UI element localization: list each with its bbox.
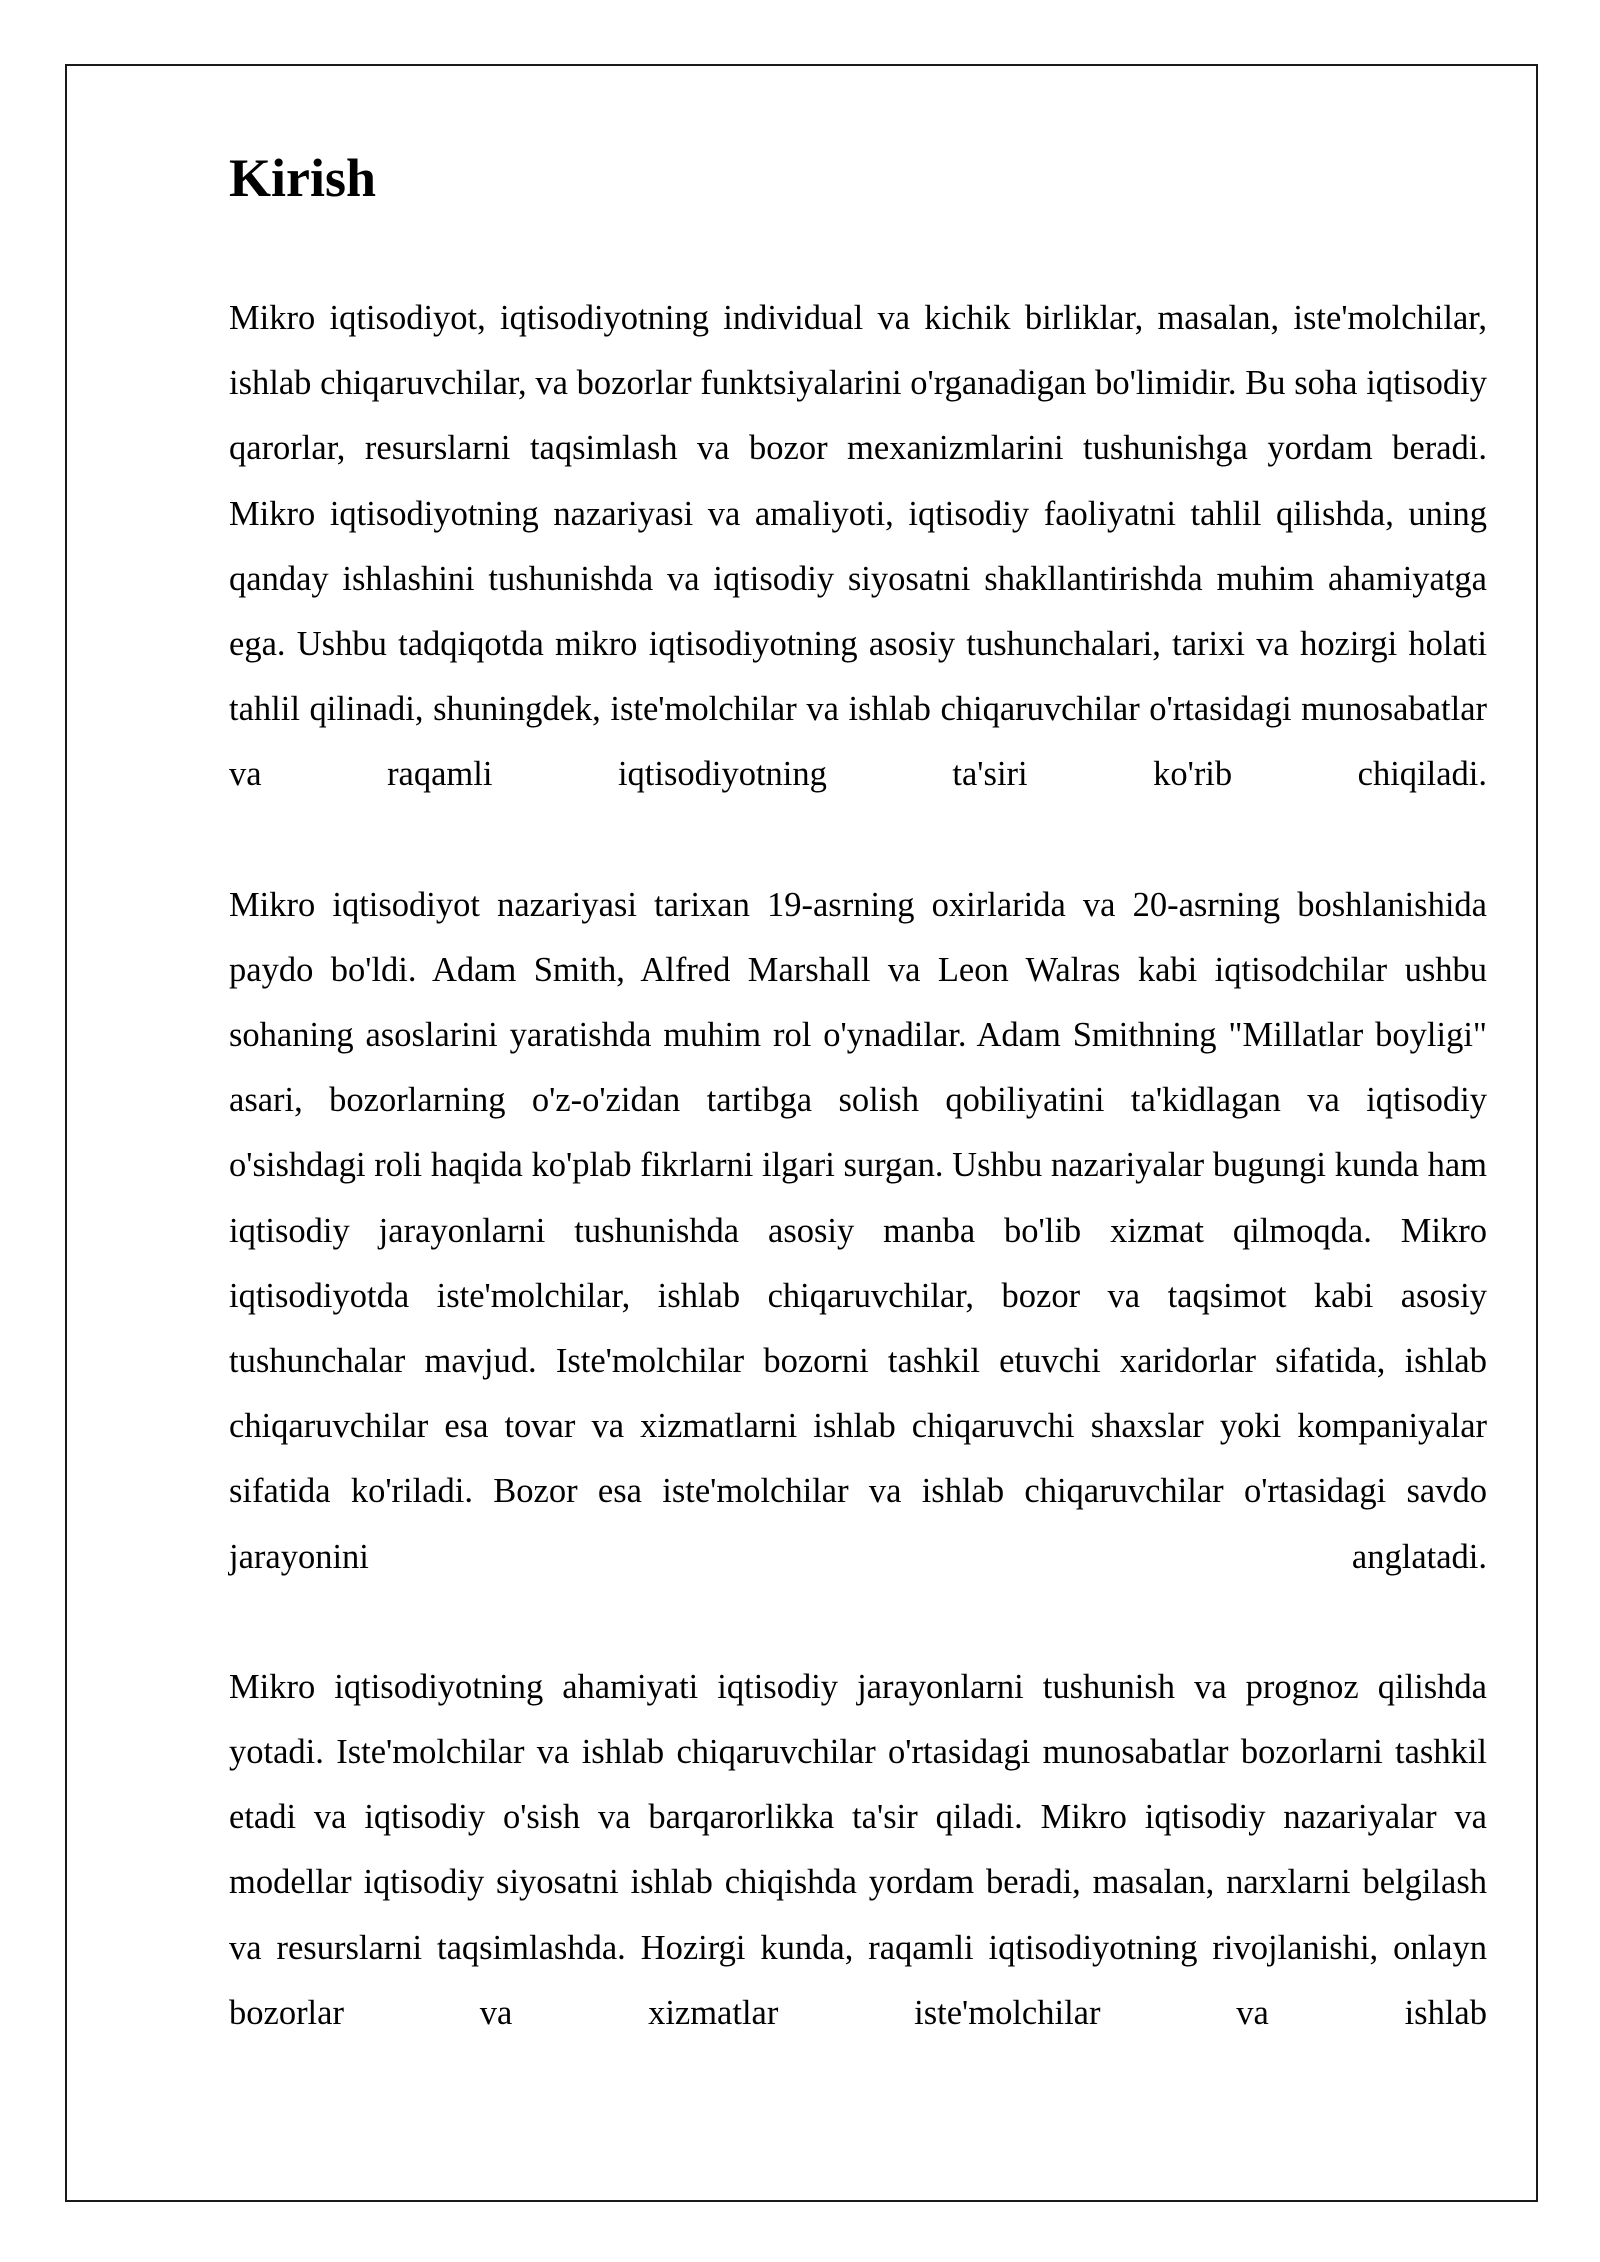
paragraph-3: Mikro iqtisodiyotning ahamiyati iqtisodiy jarayonlarni tushunish va prognoz qilishda yotadi. Iste'molchilar va ishlab chiqaruvchilar o'rtasidagi munosabatlar bozorlarni tashkil etadi va iqtisodiy o'sish va barqarorlikka ta'sir qiladi. Mikro iqtisodiy nazariyalar va modellar iqtisodiy siyosatni ishlab chiqishda yordam beradi, masalan, narxlarni belgilash va resurslarni taqsimlashda. Hozirgi kunda, raqamli iqtisodiyotning rivojlanishi, onlayn bozorlar va xizmatlar iste'molchilar va ishlab	[229, 1667, 1487, 2032]
paragraph-1: Mikro iqtisodiyot, iqtisodiyotning individual va kichik birliklar, masalan, iste'molchilar, ishlab chiqaruvchilar, va bozorlar funktsiyalarini o'rganadigan bo'limidir. Bu soha iqtisodiy qarorlar, resurslarni taqsimlash va bozor mexanizmlarini tushunishga yordam beradi. Mikro iqtisodiyotning nazariyasi va amaliyoti, iqtisodiy faoliyatni tahlil qilishda, uning qanday ishlashini tushunishda va iqtisodiy siyosatni shakllantirishda muhim ahamiyatga ega. Ushbu tadqiqotda mikro iqtisodiyotning asosiy tushunchalari, tarixi va hozirgi holati tahlil qilinadi, shuningdek, iste'molchilar va ishlab chiqaruvchilar o'rtasidagi munosabatlar va raqamli iqtisodiyotning ta'siri ko'rib chiqiladi.	[229, 299, 1487, 794]
document-body	[229, 146, 1487, 2046]
page-title: Kirish	[229, 148, 377, 208]
paragraph-2: Mikro iqtisodiyot nazariyasi tarixan 19-asrning oxirlarida va 20-asrning boshlanishida paydo bo'ldi. Adam Smith, Alfred Marshall va Leon Walras kabi iqtisodchilar ushbu sohaning asoslarini yaratishda muhim rol o'ynadilar. Adam Smithning "Millatlar boyligi" asari, bozorlarning o'z-o'zidan tartibga solish qobiliyatini ta'kidlagan va iqtisodiy o'sishdagi roli haqida ko'plab fikrlarni ilgari surgan. Ushbu nazariyalar bugungi kunda ham iqtisodiy jarayonlarni tushunishda asosiy manba bo'lib xizmat qilmoqda. Mikro iqtisodiyotda iste'molchilar, ishlab chiqaruvchilar, bozor va taqsimot kabi asosiy tushunchalar mavjud. Iste'molchilar bozorni tashkil etuvchi xaridorlar sifatida, ishlab chiqaruvchilar esa tovar va xizmatlarni ishlab chiqaruvchi shaxslar yoki kompaniyalar sifatida ko'riladi. Bozor esa iste'molchilar va ishlab chiqaruvchilar o'rtasidagi savdo jarayonini anglatadi.	[229, 885, 1487, 1576]
